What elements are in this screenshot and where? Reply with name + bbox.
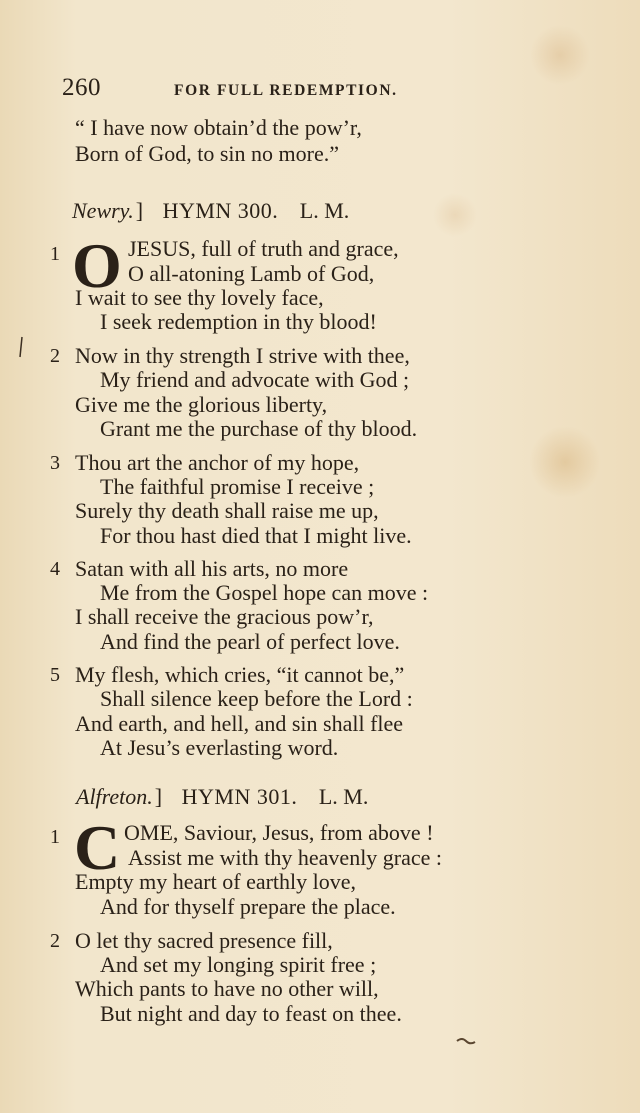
verse-line: And for thyself prepare the place. — [100, 894, 396, 919]
carryover-line: “ I have now obtain’d the pow’r, — [75, 115, 362, 140]
verse-line: Shall silence keep before the Lord : — [100, 686, 413, 711]
verse-line: OME, Saviour, Jesus, from above ! — [124, 820, 434, 845]
verse-line: Grant me the purchase of thy blood. — [100, 416, 418, 441]
verse-line: O let thy sacred presence fill, — [75, 928, 333, 953]
stanza-number: 2 — [50, 345, 60, 367]
verse-line: And earth, and hell, and sin shall flee — [75, 711, 404, 736]
running-head: FOR FULL REDEMPTION. — [174, 82, 398, 99]
stanza-number: 5 — [50, 664, 60, 686]
stanza-number: 3 — [50, 452, 60, 474]
hymn-title: HYMN 300. — [162, 198, 279, 223]
hymn-title: HYMN 301. — [181, 784, 298, 809]
drop-cap: C — [74, 812, 121, 883]
verse-line: Me from the Gospel hope can move : — [100, 580, 429, 605]
stanza-number: 2 — [50, 930, 60, 952]
page-number: 260 — [62, 74, 101, 101]
verse-line: I seek redemption in thy blood! — [100, 309, 377, 334]
carryover-line: Born of God, to sin no more.” — [75, 141, 339, 166]
hymn-300-heading — [72, 198, 349, 224]
verse-line: At Jesu’s everlasting word. — [100, 735, 339, 760]
verse-line: JESUS, full of truth and grace, — [128, 236, 399, 261]
verse-line: Empty my heart of earthly love, — [75, 869, 357, 894]
tune-bracket: ] — [154, 784, 163, 809]
verse-line: I shall receive the gracious pow’r, — [75, 604, 374, 629]
verse-line: Satan with all his arts, no more — [75, 556, 349, 581]
verse-line: Assist me with thy heavenly grace : — [128, 845, 443, 870]
printer-mark-icon — [456, 1036, 476, 1046]
verse-line: Surely thy death shall raise me up, — [75, 498, 379, 523]
verse-line: The faithful promise I receive ; — [100, 474, 375, 499]
stanza-number: 1 — [50, 826, 60, 848]
tune-name: Newry. — [72, 198, 134, 223]
verse-line: Thou art the anchor of my hope, — [75, 450, 360, 475]
verse-line: O all-atoning Lamb of God, — [128, 261, 375, 286]
tune-name: Alfreton. — [76, 784, 153, 809]
verse-line: And find the pearl of perfect love. — [100, 629, 400, 654]
hymn-301-heading — [76, 784, 368, 810]
stanza-number: 1 — [50, 243, 60, 265]
stanza-number: 4 — [50, 558, 60, 580]
verse-line: And set my longing spirit free ; — [100, 952, 377, 977]
hymn-meter: L. M. — [299, 198, 350, 223]
drop-cap: O — [72, 230, 122, 301]
verse-line: My flesh, which cries, “it cannot be,” — [75, 662, 405, 687]
verse-line: I wait to see thy lovely face, — [75, 285, 324, 310]
page-header — [62, 74, 442, 106]
verse-line: But night and day to feast on thee. — [100, 1001, 402, 1026]
verse-line: Now in thy strength I strive with thee, — [75, 343, 410, 368]
verse-line: For thou hast died that I might live. — [100, 523, 412, 548]
margin-mark-icon — [18, 336, 24, 358]
verse-line: Give me the glorious liberty, — [75, 392, 328, 417]
hymn-meter: L. M. — [318, 784, 369, 809]
verse-line: Which pants to have no other will, — [75, 976, 379, 1001]
tune-bracket: ] — [135, 198, 144, 223]
verse-line: My friend and advocate with God ; — [100, 367, 410, 392]
